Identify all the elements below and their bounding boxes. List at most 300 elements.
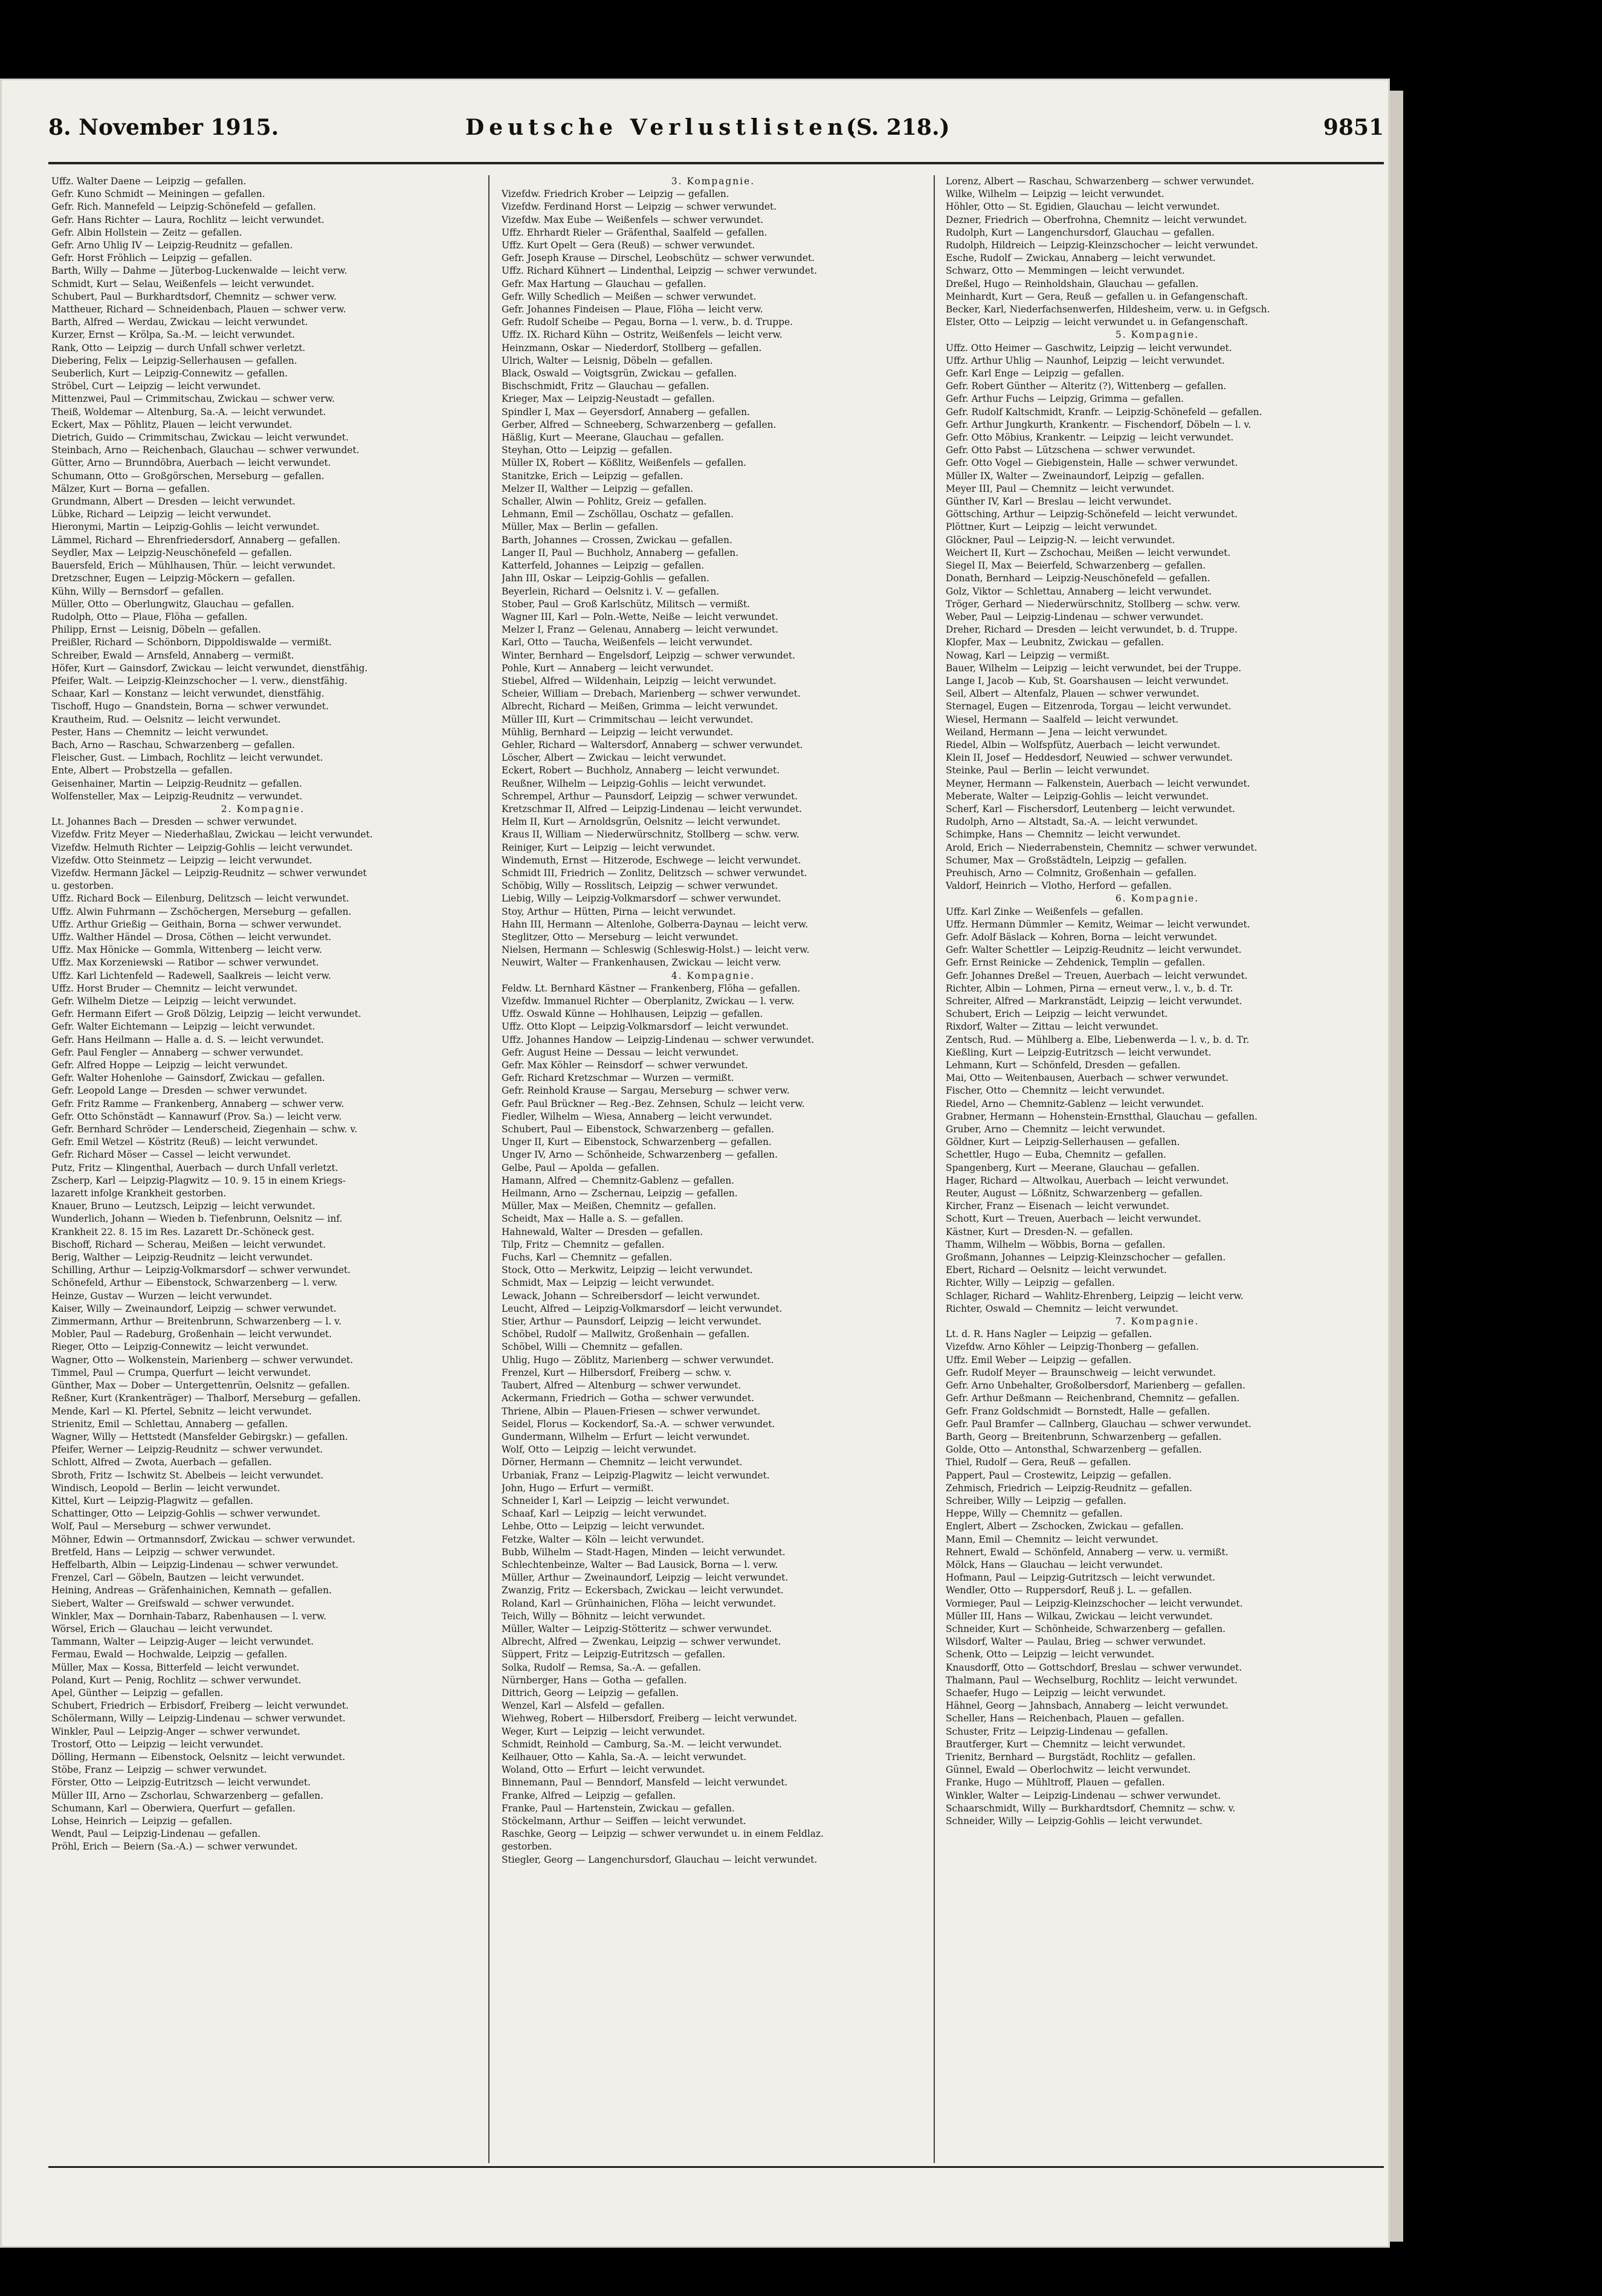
casualty-entry: Vizefdw. Friedrich Krober — Leipzig — gefallen. [502,189,729,200]
casualty-entry: Schöbel, Willi — Chemnitz — gefallen. [502,1341,683,1353]
casualty-entry: Klein II, Josef — Heddesdorf, Neuwied — schwer verwundet. [946,752,1233,764]
casualty-entry: Rudolph, Hildreich — Leipzig-Kleinzschocher — leicht verwundet. [946,240,1258,251]
casualty-entry: Uffz. Max Hönicke — Gommla, Wittenberg — leicht verw. [51,944,322,956]
casualty-entry: Schmidt, Reinhold — Camburg, Sa.-M. — leicht verwundet. [502,1738,782,1750]
casualty-entry: Pohle, Kurt — Annaberg — leicht verwundet. [502,662,714,674]
casualty-entry: Schlager, Richard — Wahlitz-Ehrenberg, Leipzig — leicht verw. [946,1290,1244,1301]
casualty-entry: Heinzmann, Oskar — Niederdorf, Stollberg — gefallen. [502,342,762,353]
casualty-entry: Mälzer, Kurt — Borna — gefallen. [51,483,210,494]
casualty-entry: Wagner, Willy — Hettstedt (Mansfelder Gebirgskr.) — gefallen. [51,1431,348,1442]
casualty-entry: Förster, Otto — Leipzig-Eutritzsch — leicht verwundet. [51,1777,311,1788]
casualty-entry: Schaefer, Hugo — Leipzig — leicht verwundet. [946,1687,1166,1698]
casualty-entry: Müller IX, Robert — Kößlitz, Weißenfels — gefallen. [502,457,747,469]
casualty-entry: Schilling, Arthur — Leipzig-Volkmarsdorf — schwer verwundet. [51,1265,351,1276]
casualty-entry: Wagner III, Karl — Poln.-Wette, Neiße — leicht verwundet. [502,611,778,622]
casualty-entry: Reußner, Wilhelm — Leipzig-Gohlis — leicht verwundet. [502,778,766,789]
casualty-entry: Heining, Andreas — Gräfenhainichen, Kemnath — gefallen. [51,1585,332,1596]
casualty-entry: Mende, Karl — Kl. Pfertel, Sebnitz — leicht verwundet. [51,1405,312,1417]
casualty-entry: Reßner, Kurt (Krankenträger) — Thalborf, Merseburg — gefallen. [51,1393,361,1404]
casualty-entry: Gefr. Richard Kretzschmar — Wurzen — vermißt. [502,1072,734,1084]
casualty-entry: Gefr. Paul Bramfer — Callnberg, Glauchau — schwer verwundet. [946,1418,1252,1430]
casualty-entry: Valdorf, Heinrich — Vlotho, Herford — gefallen. [946,880,1172,892]
casualty-entry: Schöbel, Rudolf — Mallwitz, Großenhain — gefallen. [502,1329,750,1340]
casualty-entry: Preißler, Richard — Schönborn, Dippoldiswalde — vermißt. [51,637,332,648]
casualty-entry: Leucht, Alfred — Leipzig-Volkmarsdorf — leicht verwundet. [502,1303,783,1314]
casualty-entry: Schreiber, Ewald — Arnsfeld, Annaberg — vermißt. [51,650,294,661]
casualty-entry: Poland, Kurt — Penig, Rochlitz — schwer verwundet. [51,1674,302,1686]
casualty-entry: Wiehweg, Robert — Hilbersdorf, Freiberg — leicht verwundet. [502,1713,797,1724]
casualty-entry: Uffz. Emil Weber — Leipzig — gefallen. [946,1354,1132,1366]
casualty-entry: Taubert, Alfred — Altenburg — schwer verwundet. [502,1380,741,1391]
casualty-entry: Weichert II, Kurt — Zschochau, Meißen — leicht verwundet. [946,547,1231,558]
casualty-entry: Stober, Paul — Groß Karlschütz, Militsch — vermißt. [502,598,751,610]
casualty-entry: Süppert, Fritz — Leipzig-Eutritzsch — gefallen. [502,1649,726,1660]
footer-rule [48,2166,1384,2168]
casualty-entry: Kretzschmar II, Alfred — Leipzig-Lindenau — leicht verwundet. [502,803,803,814]
casualty-entry: Putz, Fritz — Klingenthal, Auerbach — durch Unfall verletzt. [51,1162,338,1173]
casualty-entry: Gefr. Arno Unbehalter, Großolbersdorf, Marienberg — gefallen. [946,1380,1245,1391]
casualty-entry: Wörsel, Erich — Glauchau — leicht verwundet. [51,1623,273,1634]
casualty-entry: Krankheit 22. 8. 15 im Res. Lazarett Dr.-Schöneck gest. [51,1226,315,1237]
casualty-entry: Müller, Max — Meißen, Chemnitz — gefallen. [502,1201,717,1212]
casualty-entry: Pröhl, Erich — Beiern (Sa.-A.) — schwer verwundet. [51,1841,298,1853]
casualty-entry: Schubert, Erich — Leipzig — leicht verwundet. [946,1008,1168,1020]
casualty-entry: Gefr. Paul Fengler — Annaberg — schwer verwundet. [51,1046,304,1058]
casualty-entry: Gefr. Rudolf Scheibe — Pegau, Borna — l. verw., b. d. Truppe. [502,317,793,328]
casualty-entry: Steyhan, Otto — Leipzig — gefallen. [502,445,673,456]
casualty-entry: Ente, Albert — Probstzella — gefallen. [51,765,233,776]
casualty-entry: Schumann, Karl — Oberwiera, Querfurt — gefallen. [51,1802,296,1814]
casualty-entry: Schreiter, Alfred — Markranstädt, Leipzig — leicht verwundet. [946,996,1242,1007]
casualty-entry: Kittel, Kurt — Leipzig-Plagwitz — gefallen. [51,1495,254,1506]
casualty-entry: Dietrich, Guido — Crimmitschau, Zwickau — leicht verwundet. [51,432,349,443]
casualty-entry: Stanitzke, Erich — Leipzig — gefallen. [502,470,683,482]
casualty-entry: Gefr. Hermann Eifert — Groß Dölzig, Leipzig — leicht verwundet. [51,1008,361,1020]
casualty-entry: Pfeifer, Werner — Leipzig-Reudnitz — schwer verwundet. [51,1444,323,1456]
casualty-entry: Zehmisch, Friedrich — Leipzig-Reudnitz — gefallen. [946,1482,1192,1494]
casualty-entry: Spindler I, Max — Geyersdorf, Annaberg — gefallen. [502,406,750,418]
casualty-entry: Uffz. Johannes Handow — Leipzig-Lindenau — schwer verwundet. [502,1034,815,1045]
casualty-entry: Scheier, William — Drebach, Marienberg — schwer verwundet. [502,688,801,700]
casualty-entry: Müller III, Arno — Zschorlau, Schwarzenberg — gefallen. [51,1790,324,1801]
casualty-entry: Schuster, Fritz — Leipzig-Lindenau — gefallen. [946,1726,1169,1737]
casualty-entry: Melzer I, Franz — Gelenau, Annaberg — leicht verwundet. [502,624,778,636]
casualty-entry: Seydler, Max — Leipzig-Neuschönefeld — gefallen. [51,547,292,558]
casualty-entry: Uffz. Alwin Fuhrmann — Zschöchergen, Merseburg — gefallen. [51,906,352,917]
casualty-entry: Plöttner, Kurt — Leipzig — leicht verwundet. [946,521,1158,533]
casualty-entry: Vizefdw. Ferdinand Horst — Leipzig — schwer verwundet. [502,201,777,213]
casualty-entry: Schneider I, Karl — Leipzig — leicht verwundet. [502,1495,730,1506]
casualty-entry: Dreher, Richard — Dresden — leicht verwundet, b. d. Truppe. [946,624,1238,636]
casualty-entry: Richter, Willy — Leipzig — gefallen. [946,1277,1115,1289]
casualty-entry: Binnemann, Paul — Benndorf, Mansfeld — leicht verwundet. [502,1777,788,1788]
casualty-entry: Albrecht, Richard — Meißen, Grimma — leicht verwundet. [502,701,778,712]
casualty-entry: Richter, Oswald — Chemnitz — leicht verwundet. [946,1303,1179,1314]
company-heading: 6. Kompagnie. [1115,893,1200,905]
casualty-entry: Vizefdw. Hermann Jäckel — Leipzig-Reudnitz — schwer verwundet [51,867,367,879]
casualty-entry: Gefr. Max Köhler — Reinsdorf — schwer verwundet. [502,1060,748,1071]
casualty-entry: Dreßel, Hugo — Reinholdshain, Glauchau — gefallen. [946,278,1199,289]
casualty-entry: Frenzel, Kurt — Hilbersdorf, Freiberg — schw. v. [502,1367,732,1378]
casualty-entry: Riedel, Arno — Chemnitz-Gablenz — leicht verwundet. [946,1098,1204,1109]
casualty-entry: Gefr. Arthur Jungkurth, Krankentr. — Fischendorf, Döbeln — l. v. [946,419,1252,430]
casualty-entry: Jahn III, Oskar — Leipzig-Gohlis — gefallen. [502,573,709,584]
casualty-entry: Heilmann, Arno — Zschernau, Leipzig — gefallen. [502,1188,738,1199]
company-heading: 5. Kompagnie. [1115,329,1200,341]
casualty-entry: Müller, Max — Kossa, Bitterfeld — leicht verwundet. [51,1662,300,1673]
casualty-entry: Gefr. Adolf Bäslack — Kohren, Borna — leicht verwundet. [946,931,1218,943]
casualty-entry: Wolf, Otto — Leipzig — leicht verwundet. [502,1444,697,1456]
casualty-entry: Wendler, Otto — Ruppersdorf, Reuß j. L. — gefallen. [946,1585,1192,1596]
casualty-entry: Gefr. Walter Schettler — Leipzig-Reudnitz — leicht verwundet. [946,944,1242,956]
casualty-entry: Häßlig, Kurt — Meerane, Glauchau — gefallen. [502,432,725,443]
casualty-entry: Weiland, Hermann — Jena — leicht verwundet. [946,726,1168,738]
casualty-entry: Meyer III, Paul — Chemnitz — leicht verwundet. [946,483,1175,494]
casualty-entry: Gefr. Johannes Findeisen — Plaue, Flöha — leicht verw. [502,304,763,315]
casualty-entry: Bubb, Wilhelm — Stadt-Hagen, Minden — leicht verwundet. [502,1546,786,1558]
casualty-entry: Schubert, Paul — Burkhardtsdorf, Chemnitz — schwer verw. [51,291,337,302]
casualty-entry: Wilsdorf, Walter — Paulau, Brieg — schwer verwundet. [946,1636,1206,1648]
casualty-entry: Ulrich, Walter — Leisnig, Döbeln — gefallen. [502,355,713,366]
casualty-entry: Heinze, Gustav — Wurzen — leicht verwundet. [51,1290,273,1301]
casualty-entry: John, Hugo — Erfurt — vermißt. [502,1482,654,1494]
casualty-entry: Gerber, Alfred — Schneeberg, Schwarzenberg — gefallen. [502,419,777,430]
casualty-entry: Wilke, Wilhelm — Leipzig — leicht verwundet. [946,189,1164,200]
casualty-entry: Gefr. Otto Schönstädt — Kannawurf (Prov. Sa.) — leicht verw. [51,1111,342,1122]
casualty-entry: Barth, Willy — Dahme — Jüterbog-Luckenwalde — leicht verw. [51,265,347,277]
casualty-entry: Knausdorff, Otto — Gottschdorf, Breslau — schwer verwundet. [946,1662,1242,1673]
casualty-entry: Vizefdw. Fritz Meyer — Niederhaßlau, Zwickau — leicht verwundet. [51,829,373,840]
casualty-entry: Müller, Arthur — Zweinaundorf, Leipzig — leicht verwundet. [502,1572,789,1584]
casualty-entry: Dezner, Friedrich — Oberfrohna, Chemnitz — leicht verwundet. [946,214,1247,225]
casualty-entry: Roland, Karl — Grünhainichen, Flöha — leicht verwundet. [502,1598,777,1609]
casualty-entry: Gefr. Ernst Reinicke — Zehdenick, Templin — gefallen. [946,957,1206,969]
casualty-entry: Müller, Otto — Oberlungwitz, Glauchau — gefallen. [51,598,294,610]
casualty-entry: Steglitzer, Otto — Merseburg — leicht verwundet. [502,931,738,943]
casualty-entry: Lohse, Heinrich — Leipzig — gefallen. [51,1816,233,1827]
casualty-entry: Barth, Alfred — Werdau, Zwickau — leicht verwundet. [51,317,308,328]
casualty-entry: Schaller, Alwin — Pohlitz, Greiz — gefallen. [502,496,707,508]
casualty-entry: Lehmann, Kurt — Schönfeld, Dresden — gefallen. [946,1060,1181,1071]
casualty-entry: Schaar, Karl — Konstanz — leicht verwundet, dienstfähig. [51,688,325,700]
casualty-entry: Bauer, Wilhelm — Leipzig — leicht verwundet, bei der Truppe. [946,662,1242,674]
casualty-entry: Kircher, Franz — Eisenach — leicht verwundet. [946,1201,1169,1212]
casualty-entry: Kraus II, William — Niederwürschnitz, Stollberg — schw. verw. [502,829,799,840]
casualty-entry: Fiedler, Wilhelm — Wiesa, Annaberg — leicht verwundet. [502,1111,772,1122]
casualty-entry: Gefr. Otto Möbius, Krankentr. — Leipzig — leicht verwundet. [946,432,1234,443]
casualty-entry: Knauer, Bruno — Leutzsch, Leipzig — leicht verwundet. [51,1201,315,1212]
casualty-entry: Woland, Otto — Erfurt — leicht verwundet. [502,1764,705,1776]
casualty-entry: Schattinger, Otto — Leipzig-Gohlis — schwer verwundet. [51,1508,321,1520]
casualty-entry: Pester, Hans — Chemnitz — leicht verwundet. [51,726,269,738]
casualty-entry: Geisenhainer, Martin — Leipzig-Reudnitz — gefallen. [51,778,302,789]
casualty-entry: Stier, Arthur — Paunsdorf, Leipzig — leicht verwundet. [502,1316,762,1327]
casualty-entry: Esche, Rudolf — Zwickau, Annaberg — leicht verwundet. [946,253,1216,264]
casualty-entry: Uffz. Hermann Dümmler — Kemitz, Weimar — leicht verwundet. [946,918,1250,930]
casualty-entry: Mann, Emil — Chemnitz — leicht verwundet. [946,1533,1158,1545]
casualty-entry: Gütter, Arno — Brunndöbra, Auerbach — leicht verwundet. [51,457,331,469]
casualty-entry: Albrecht, Alfred — Zwenkau, Leipzig — schwer verwundet. [502,1636,781,1648]
casualty-entry: Wolf, Paul — Merseburg — schwer verwundet. [51,1521,271,1532]
casualty-entry: Günther, Max — Dober — Untergettenrün, Oelsnitz — gefallen. [51,1380,350,1391]
casualty-entry: Uffz. Max Korzeniewski — Ratibor — schwer verwundet. [51,957,319,969]
casualty-entry: Günther IV, Karl — Breslau — leicht verwundet. [946,496,1172,508]
casualty-entry: Dittrich, Georg — Leipzig — gefallen. [502,1687,679,1698]
casualty-entry: Gefr. Alfred Hoppe — Leipzig — leicht verwundet. [51,1060,288,1071]
casualty-entry: Mai, Otto — Weitenbausen, Auerbach — schwer verwundet. [946,1072,1229,1084]
casualty-entry: Dörner, Hermann — Chemnitz — leicht verwundet. [502,1457,743,1468]
casualty-entry: Lämmel, Richard — Ehrenfriedersdorf, Annaberg — gefallen. [51,534,341,546]
casualty-entry: Gefr. Albin Hollstein — Zeitz — gefallen. [51,227,242,238]
casualty-entry: Riedel, Albin — Wolfspfütz, Auerbach — leicht verwundet. [946,739,1221,750]
casualty-entry: Uffz. Kurt Opelt — Gera (Reuß) — schwer verwundet. [502,240,755,251]
casualty-entry: Schettler, Hugo — Euba, Chemnitz — gefallen. [946,1149,1166,1161]
casualty-entry: Gefr. Paul Brückner — Reg.-Bez. Zehnsen, Schulz — leicht verw. [502,1098,805,1109]
casualty-entry: Müller III, Hans — Wilkau, Zwickau — leicht verwundet. [946,1610,1213,1622]
casualty-entry: Mölck, Hans — Glauchau — leicht verwundet. [946,1559,1163,1570]
casualty-entry: Uffz. Otto Heimer — Gaschwitz, Leipzig — leicht verwundet. [946,342,1232,353]
casualty-entry: u. gestorben. [51,880,114,892]
casualty-entry: Winkler, Paul — Leipzig-Anger — schwer verwundet. [51,1726,300,1737]
casualty-entry: Karl, Otto — Taucha, Weißenfels — leicht verwundet. [502,637,753,648]
company-heading: 2. Kompagnie. [221,803,305,814]
casualty-entry: Müller III, Kurt — Crimmitschau — leicht verwundet. [502,714,754,725]
casualty-entry: Teich, Willy — Böhnitz — leicht verwundet. [502,1610,706,1622]
casualty-entry: Windisch, Leopold — Berlin — leicht verwundet. [51,1482,280,1494]
casualty-entry: Scherf, Karl — Fischersdorf, Leutenberg — leicht verwundet. [946,803,1235,814]
casualty-entry: Richter, Albin — Lohmen, Pirna — erneut verw., l. v., b. d. Tr. [946,982,1233,994]
casualty-entry: Müller, Max — Berlin — gefallen. [502,521,659,533]
casualty-entry: Bischschmidt, Fritz — Glauchau — gefallen. [502,381,709,392]
casualty-entry: Gefr. Johannes Dreßel — Treuen, Auerbach — leicht verwundet. [946,970,1248,981]
casualty-entry: Müller IX, Walter — Zweinaundorf, Leipzig — gefallen. [946,470,1205,482]
company-heading: 4. Kompagnie. [671,970,755,981]
casualty-entry: Bischoff, Richard — Scherau, Meißen — leicht verwundet. [51,1239,326,1250]
header-title: Deutsche Verlustlisten. [465,115,861,140]
casualty-entry: Gehler, Richard — Waltersdorf, Annaberg — schwer verwundet. [502,739,803,750]
casualty-entry: Gefr. Willy Schedlich — Meißen — schwer verwundet. [502,291,757,302]
casualty-entry: Berig, Walther — Leipzig-Reudnitz — leicht verwundet. [51,1252,313,1263]
casualty-entry: Wiesel, Hermann — Saalfeld — leicht verwundet. [946,714,1179,725]
casualty-entry: Winter, Bernhard — Engelsdorf, Leipzig — schwer verwundet. [502,650,795,661]
casualty-entry: Heppe, Willy — Chemnitz — gefallen. [946,1508,1123,1520]
casualty-entry: Uffz. Ehrhardt Rieler — Gräfenthal, Saalfeld — gefallen. [502,227,767,238]
casualty-entry: Lübke, Richard — Leipzig — leicht verwundet. [51,509,271,520]
casualty-entry: Gefr. Rich. Mannefeld — Leipzig-Schönefeld — gefallen. [51,201,316,213]
casualty-entry: Gundermann, Wilhelm — Erfurt — leicht verwundet. [502,1431,750,1442]
header-page-number: 9851 [1323,115,1384,140]
casualty-entry: Uffz. Karl Zinke — Weißenfels — gefallen. [946,906,1144,917]
casualty-entry: Schenk, Otto — Leipzig — leicht verwundet. [946,1649,1155,1660]
casualty-entry: Stiegler, Georg — Langenchursdorf, Glauchau — leicht verwundet. [502,1854,818,1865]
casualty-entry: Vizefdw. Otto Steinmetz — Leipzig — leicht verwundet. [51,854,312,866]
casualty-entry: Rehnert, Ewald — Schönfeld, Annaberg — verw. u. vermißt. [946,1546,1229,1558]
casualty-entry: Gruber, Arno — Chemnitz — leicht verwundet. [946,1124,1166,1135]
company-heading: 7. Kompagnie. [1115,1316,1200,1327]
casualty-entry: Gefr. Emil Wetzel — Köstritz (Reuß) — leicht verwundet. [51,1137,318,1148]
casualty-entry: Seidel, Florus — Kockendorf, Sa.-A. — schwer verwundet. [502,1418,775,1430]
column-divider [488,175,489,2163]
casualty-entry: Kästner, Kurt — Dresden-N. — gefallen. [946,1226,1133,1237]
text-column-3 [946,175,1369,2163]
casualty-entry: Diebering, Felix — Leipzig-Sellerhausen — gefallen. [51,355,297,366]
casualty-entry: Bauersfeld, Erich — Mühlhausen, Thür. — leicht verwundet. [51,560,336,572]
casualty-entry: Rudolph, Arno — Altstadt, Sa.-A. — leicht verwundet. [946,816,1198,828]
casualty-entry: Pappert, Paul — Crostewitz, Leipzig — gefallen. [946,1469,1172,1481]
casualty-entry: Stiebel, Alfred — Wildenhain, Leipzig — leicht verwundet. [502,675,777,686]
casualty-entry: Schlott, Alfred — Zwota, Auerbach — gefallen. [51,1457,272,1468]
header-rule [48,162,1384,164]
casualty-entry: Nowag, Karl — Leipzig — vermißt. [946,650,1110,661]
casualty-entry: Raschke, Georg — Leipzig — schwer verwundet u. in einem Feldlaz. [502,1828,824,1840]
casualty-entry: Neuwirt, Walter — Frankenhausen, Zwickau — leicht verw. [502,957,781,969]
casualty-entry: Hähnel, Georg — Jahnsbach, Annaberg — leicht verwundet. [946,1700,1229,1712]
casualty-entry: Barth, Georg — Breitenbrunn, Schwarzenberg — gefallen. [946,1431,1222,1442]
casualty-entry: Schaaf, Karl — Leipzig — leicht verwundet. [502,1508,707,1520]
casualty-entry: Vormieger, Paul — Leipzig-Kleinzschocher — leicht verwundet. [946,1598,1243,1609]
casualty-entry: Fetzke, Walter — Köln — leicht verwundet. [502,1533,704,1545]
casualty-entry: Lt. Johannes Bach — Dresden — schwer verwundet. [51,816,297,828]
casualty-entry: Höhler, Otto — St. Egidien, Glauchau — leicht verwundet. [946,201,1220,213]
casualty-entry: Gelbe, Paul — Apolda — gefallen. [502,1162,659,1173]
header-page-ref: (S. 218.) [846,115,950,140]
casualty-entry: Wendt, Paul — Leipzig-Lindenau — gefallen. [51,1828,261,1840]
casualty-entry: Zwanzig, Fritz — Eckersbach, Zwickau — leicht verwundet. [502,1585,784,1596]
casualty-entry: Dölling, Hermann — Eibenstock, Oelsnitz — leicht verwundet. [51,1751,346,1762]
casualty-entry: Schmidt III, Friedrich — Zonlitz, Delitzsch — schwer verwundet. [502,867,807,879]
casualty-entry: Lange I, Jacob — Kub, St. Goarshausen — leicht verwundet. [946,675,1229,686]
casualty-entry: Meyner, Hermann — Falkenstein, Auerbach — leicht verwundet. [946,778,1250,789]
casualty-entry: Krautheim, Rud. — Oelsnitz — leicht verwundet. [51,714,281,725]
casualty-entry: Barth, Johannes — Crossen, Zwickau — gefallen. [502,534,732,546]
casualty-entry: Weber, Paul — Leipzig-Lindenau — schwer verwundet. [946,611,1204,622]
casualty-entry: Unger IV, Arno — Schönheide, Schwarzenberg — gefallen. [502,1149,778,1161]
casualty-entry: Dretzschner, Eugen — Leipzig-Möckern — gefallen. [51,573,296,584]
casualty-entry: Trienitz, Bernhard — Burgstädt, Rochlitz — gefallen. [946,1751,1196,1762]
casualty-entry: Reuter, August — Lößnitz, Schwarzenberg — gefallen. [946,1188,1203,1199]
casualty-entry: Hamann, Alfred — Chemnitz-Gablenz — gefallen. [502,1175,735,1186]
casualty-entry: Eckert, Robert — Buchholz, Annaberg — leicht verwundet. [502,765,780,776]
casualty-entry: Fuchs, Karl — Chemnitz — gefallen. [502,1252,673,1263]
casualty-entry: Feldw. Lt. Bernhard Kästner — Frankenberg, Flöha — gefallen. [502,982,801,994]
casualty-entry: Lewack, Johann — Schreibersdorf — leicht verwundet. [502,1290,760,1301]
casualty-entry: Spangenberg, Kurt — Meerane, Glauchau — gefallen. [946,1162,1200,1173]
casualty-entry: Donath, Bernhard — Leipzig-Neuschönefeld — gefallen. [946,573,1210,584]
casualty-entry: Solka, Rudolf — Remsa, Sa.-A. — gefallen. [502,1662,702,1673]
text-column-1 [51,175,474,2163]
casualty-entry: Möhner, Edwin — Ortmannsdorf, Zwickau — schwer verwundet. [51,1533,355,1545]
casualty-entry: Schimpke, Hans — Chemnitz — leicht verwundet. [946,829,1181,840]
casualty-entry: Weger, Kurt — Leipzig — leicht verwundet. [502,1726,705,1737]
casualty-entry: Schwarz, Otto — Memmingen — leicht verwundet. [946,265,1185,277]
casualty-entry: Gefr. Walter Hohenlohe — Gainsdorf, Zwickau — gefallen. [51,1072,325,1084]
casualty-entry: Steinbach, Arno — Reichenbach, Glauchau — schwer verwundet. [51,445,360,456]
casualty-entry: Fischer, Otto — Chemnitz — leicht verwundet. [946,1085,1165,1097]
casualty-entry: Gefr. Rudolf Kaltschmidt, Kranfr. — Leipzig-Schönefeld — gefallen. [946,406,1262,418]
casualty-entry: Katterfeld, Johannes — Leipzig — gefallen. [502,560,705,572]
casualty-entry: Schneider, Kurt — Schönheide, Schwarzenberg — gefallen. [946,1623,1226,1634]
casualty-entry: Gefr. Leopold Lange — Dresden — schwer verwundet. [51,1085,308,1097]
casualty-entry: Uffz. Arthur Uhlig — Naunhof, Leipzig — leicht verwundet. [946,355,1225,366]
casualty-entry: Winkler, Max — Dornhain-Tabarz, Rabenhausen — l. verw. [51,1610,327,1622]
casualty-entry: Tröger, Gerhard — Niederwürschnitz, Stollberg — schw. verw. [946,598,1241,610]
casualty-entry: Gefr. Robert Günther — Alteritz (?), Wittenberg — gefallen. [946,381,1227,392]
casualty-entry: Fermau, Ewald — Hochwalde, Leipzig — gefallen. [51,1649,288,1660]
casualty-entry: Kühn, Willy — Bernsdorf — gefallen. [51,585,224,597]
casualty-entry: Lehbe, Otto — Leipzig — leicht verwundet. [502,1521,705,1532]
casualty-entry: Siebert, Walter — Greifswald — schwer verwundet. [51,1598,294,1609]
casualty-entry: Gefr. Richard Möser — Cassel — leicht verwundet. [51,1149,291,1161]
casualty-entry: Keilhauer, Otto — Kahla, Sa.-A. — leicht verwundet. [502,1751,747,1762]
casualty-entry: Gefr. Bernhard Schröder — Lenderscheid, Ziegenhain — schw. v. [51,1124,358,1135]
casualty-entry: Schumer, Max — Großstädteln, Leipzig — gefallen. [946,854,1187,866]
column-divider [934,175,935,2163]
casualty-entry: Uffz. Walter Daene — Leipzig — gefallen. [51,176,247,187]
casualty-entry: Schubert, Friedrich — Erbisdorf, Freiberg — leicht verwundet. [51,1700,349,1712]
casualty-entry: Heffelbarth, Albin — Leipzig-Lindenau — schwer verwundet. [51,1559,339,1570]
company-heading: 3. Kompagnie. [671,176,755,187]
casualty-entry: Gefr. Max Hartung — Glauchau — gefallen. [502,278,706,289]
casualty-entry: Tilp, Fritz — Chemnitz — gefallen. [502,1239,665,1250]
casualty-entry: Franke, Hugo — Mühltroff, Plauen — gefallen. [946,1777,1165,1788]
casualty-entry: Gefr. Karl Enge — Leipzig — gefallen. [946,368,1125,379]
casualty-entry: Mittenzwei, Paul — Crimmitschau, Zwickau — schwer verw. [51,393,335,405]
casualty-entry: Wunderlich, Johann — Wieden b. Tiefenbrunn, Oelsnitz — inf. [51,1213,343,1225]
casualty-entry: Lehmann, Emil — Zschöllau, Oschatz — gefallen. [502,509,734,520]
casualty-entry: Mattheuer, Richard — Schneidenbach, Plauen — schwer verw. [51,304,346,315]
casualty-entry: Pfeifer, Walt. — Leipzig-Kleinzschocher — l. verw., dienstfähig. [51,675,347,686]
casualty-entry: Uffz. Horst Bruder — Chemnitz — leicht verwundet. [51,982,298,994]
casualty-entry: Scheidt, Max — Halle a. S. — gefallen. [502,1213,683,1225]
casualty-entry: Kurzer, Ernst — Krölpa, Sa.-M. — leicht verwundet. [51,329,296,341]
casualty-entry: Gefr. Wilhelm Dietze — Leipzig — leicht verwundet. [51,996,297,1007]
casualty-entry: Steinke, Paul — Berlin — leicht verwundet. [946,765,1150,776]
casualty-entry: Gefr. Joseph Krause — Dirschel, Leobschütz — schwer verwundet. [502,253,815,264]
casualty-entry: Langer II, Paul — Buchholz, Annaberg — gefallen. [502,547,739,558]
casualty-entry: Uffz. Richard Bock — Eilenburg, Delitzsch — leicht verwundet. [51,893,349,905]
casualty-entry: Winkler, Walter — Leipzig-Lindenau — schwer verwundet. [946,1790,1221,1801]
casualty-entry: Bach, Arno — Raschau, Schwarzenberg — gefallen. [51,739,295,750]
casualty-entry: Zimmermann, Arthur — Breitenbrunn, Schwarzenberg — l. v. [51,1316,342,1327]
casualty-entry: Uffz. Arthur Grießig — Geithain, Borna — schwer verwundet. [51,918,342,930]
casualty-entry: Unger II, Kurt — Eibenstock, Schwarzenberg — gefallen. [502,1137,772,1148]
casualty-entry: Mühlig, Bernhard — Leipzig — leicht verwundet. [502,726,734,738]
casualty-entry: Wenzel, Karl — Alsfeld — gefallen. [502,1700,665,1712]
casualty-entry: Elster, Otto — Leipzig — leicht verwundet u. in Gefangenschaft. [946,317,1248,328]
casualty-entry: Vizefdw. Helmuth Richter — Leipzig-Gohlis — leicht verwundet. [51,842,353,853]
casualty-entry: Müller, Walter — Leipzig-Stötteritz — schwer verwundet. [502,1623,772,1634]
casualty-entry: Uhlig, Hugo — Zöblitz, Marienberg — schwer verwundet. [502,1354,774,1366]
casualty-entry: Philipp, Ernst — Leisnig, Döbeln — gefallen. [51,624,262,636]
casualty-entry: Schmidt, Max — Leipzig — leicht verwundet. [502,1277,715,1289]
casualty-entry: Gefr. August Heine — Dessau — leicht verwundet. [502,1046,739,1058]
casualty-entry: Rudolph, Otto — Plaue, Flöha — gefallen. [51,611,248,622]
casualty-entry: Nürnberger, Hans — Gotha — gefallen. [502,1674,687,1686]
casualty-entry: Zentsch, Rud. — Mühlberg a. Elbe, Liebenwerda — l. v., b. d. Tr. [946,1034,1250,1045]
casualty-entry: Gefr. Walter Eichtemann — Leipzig — leicht verwundet. [51,1021,315,1033]
casualty-entry: Schmidt, Kurt — Selau, Weißenfels — leicht verwundet. [51,278,315,289]
casualty-entry: Gefr. Kuno Schmidt — Meiningen — gefallen. [51,189,265,200]
casualty-entry: Gefr. Franz Goldschmidt — Bornstedt, Halle — gefallen. [946,1405,1210,1417]
casualty-entry: Stöbe, Franz — Leipzig — schwer verwundet. [51,1764,267,1776]
casualty-entry: Helm II, Kurt — Arnoldsgrün, Oelsnitz — leicht verwundet. [502,816,781,828]
casualty-entry: Frenzel, Carl — Göbeln, Bautzen — leicht verwundet. [51,1572,305,1584]
casualty-entry: Sternagel, Eugen — Eitzenroda, Torgau — leicht verwundet. [946,701,1232,712]
casualty-entry: Meberate, Walter — Leipzig-Gohlis — leicht verwundet. [946,790,1209,802]
casualty-entry: Rudolph, Kurt — Langenchursdorf, Glauchau — gefallen. [946,227,1215,238]
casualty-entry: Timmel, Paul — Crumpa, Querfurt — leicht verwundet. [51,1367,311,1378]
casualty-entry: Kaiser, Willy — Zweinaundorf, Leipzig — schwer verwundet. [51,1303,337,1314]
